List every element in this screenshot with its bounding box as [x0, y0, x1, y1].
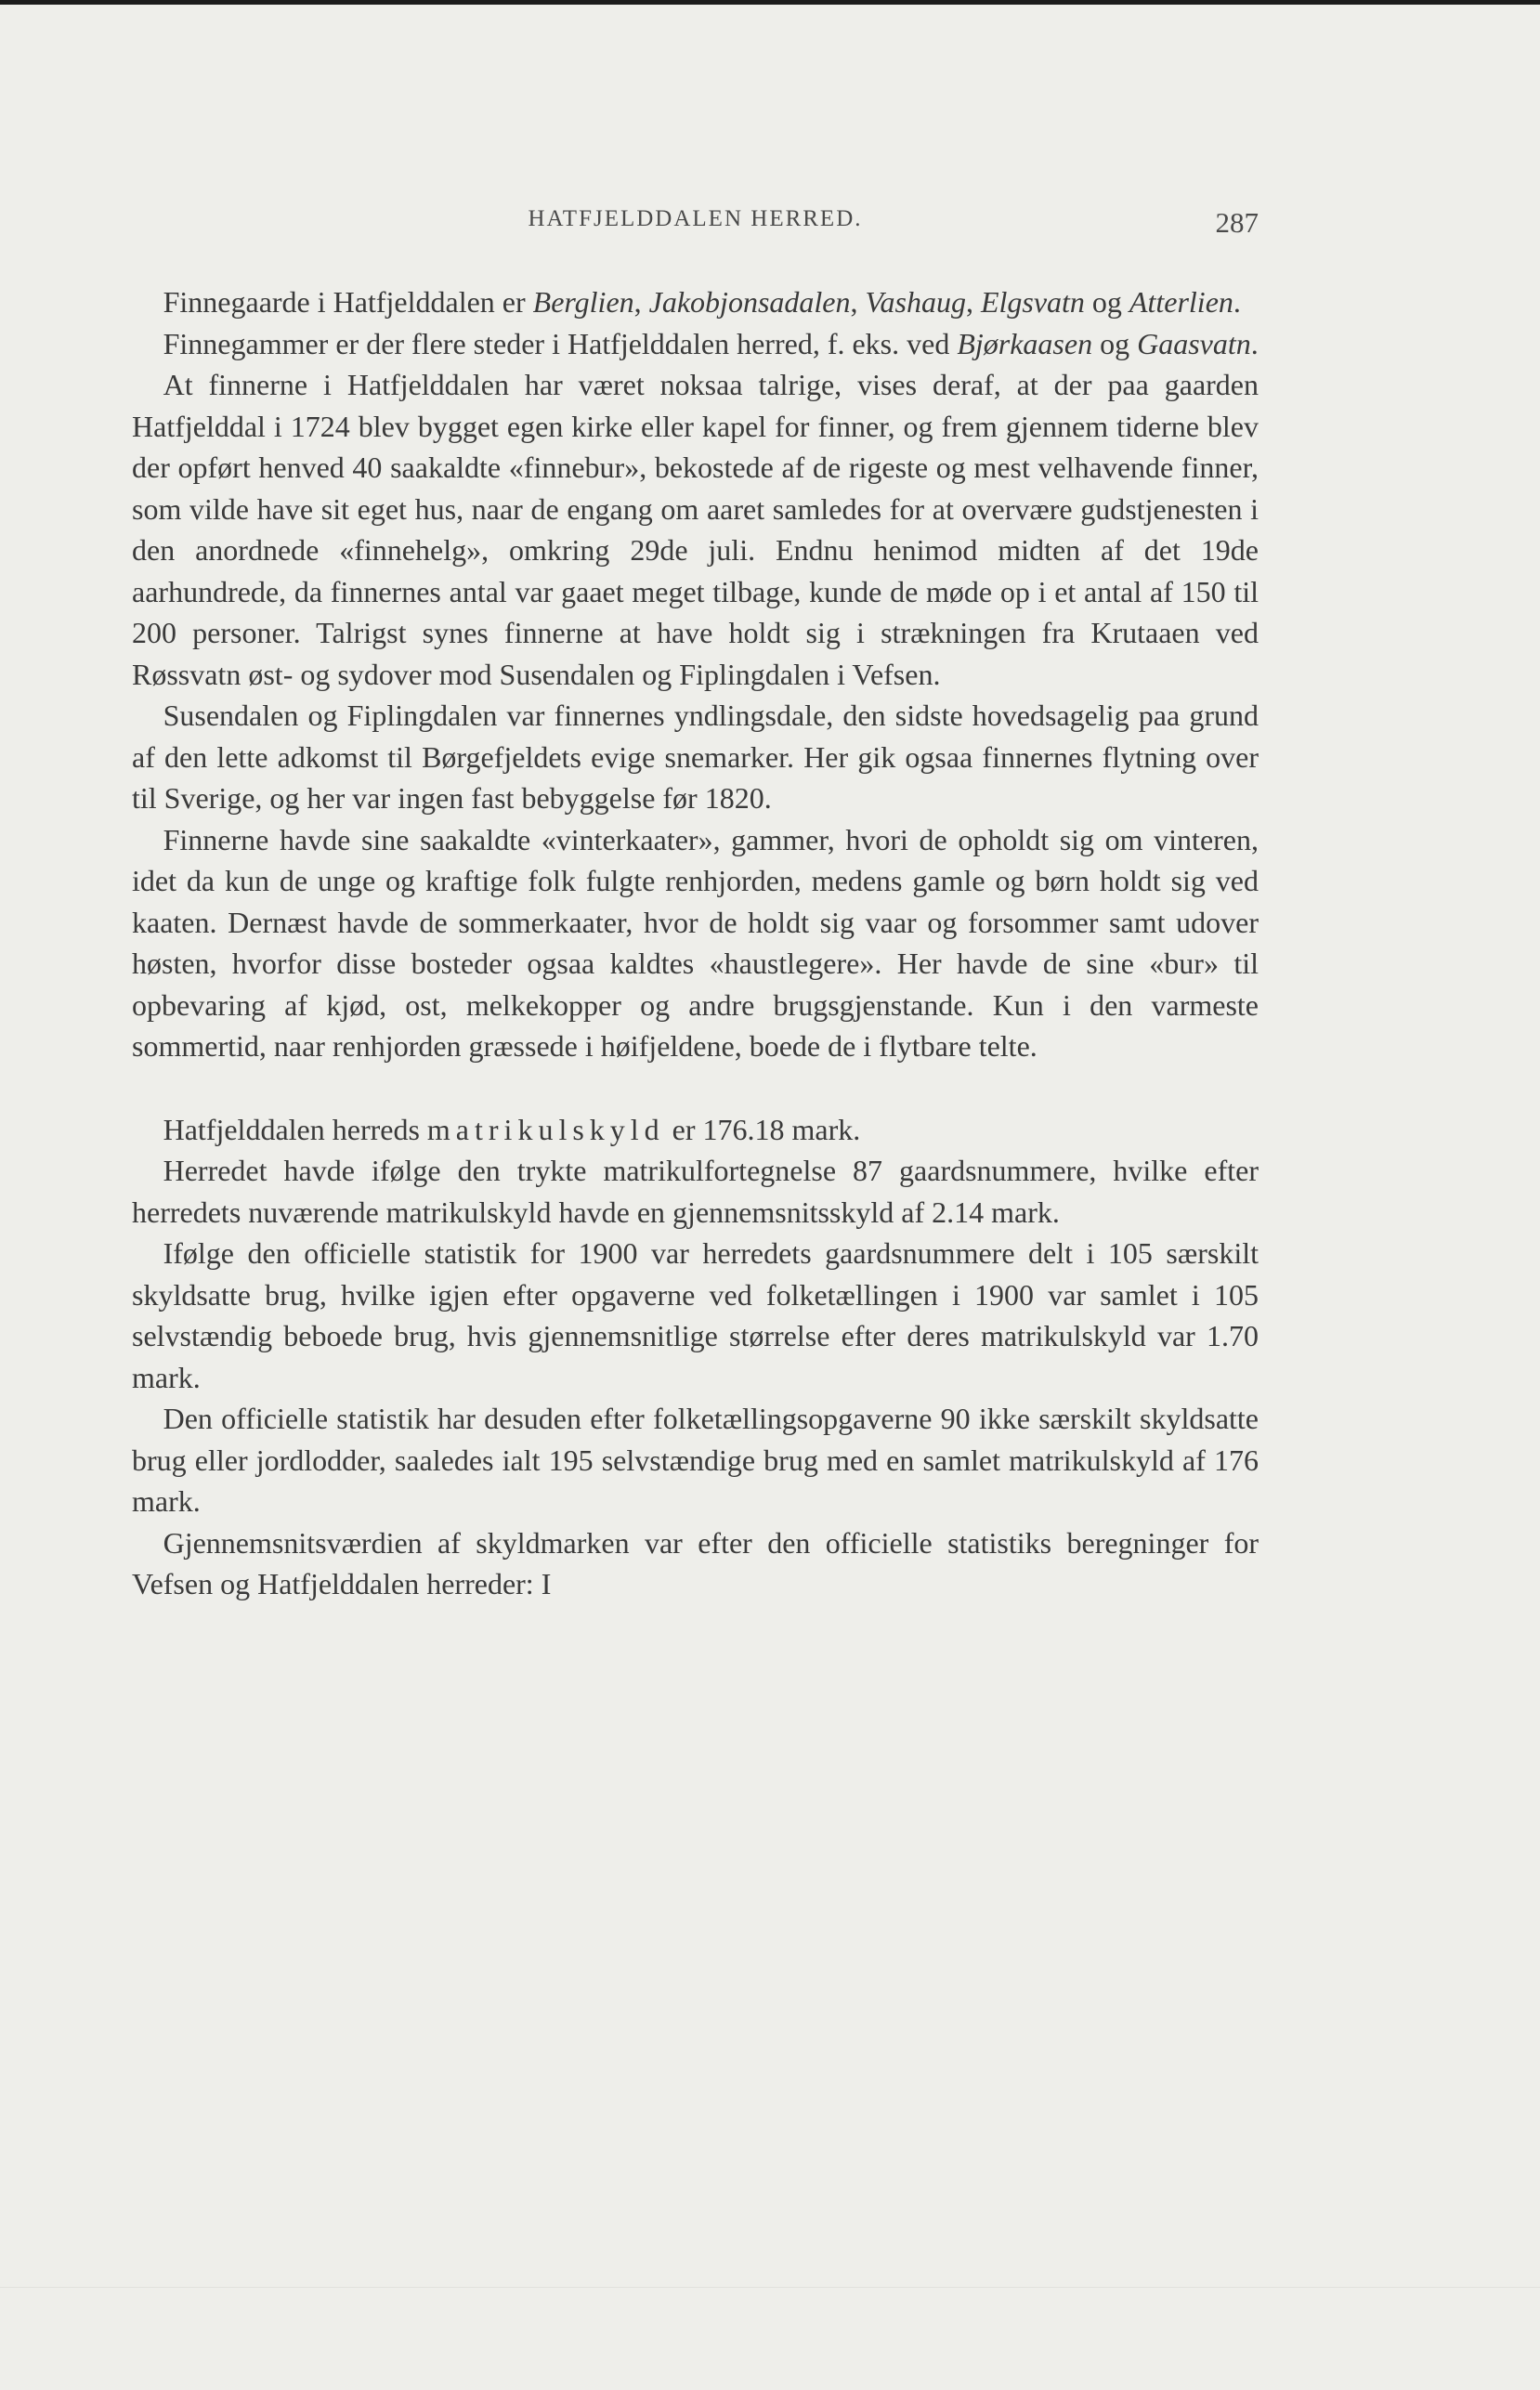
- text-run: Finnegammer er der flere steder i Hatfjelddalen herred, f. eks. ved: [163, 326, 958, 360]
- paragraph-matrikulskyld: [132, 1109, 1259, 1151]
- paragraph-finnerne-talrige: At finnerne i Hatfjelddalen har været noksaa talrige, vises deraf, at der paa gaarden Hatfjelddal i 1724 blev bygget egen kirke eller kapel for finner, og frem gjennem tiderne blev der opført henved 40 saakaldte «finnebur», bekostede af de rigeste og mest velhavende finner, som vilde have sit eget hus, naar de engang om aaret samledes for at overvære gudstjenesten i den anordnede «finnehelg», omkring 29de juli. Endnu henimod midten af det 19de aarhundrede, da finnernes antal var gaaet meget tilbage, kunde de møde op i et antal af 150 til 200 personer. Talrigst synes finnerne at have holdt sig i strækningen fra Krutaaen ved Røssvatn øst- og sydover mod Susendalen og Fiplingdalen i Vefsen.: [132, 368, 1259, 691]
- place-name-berglien: Berglien: [532, 285, 634, 319]
- paragraph-folketaellingsopgaverne: Den officielle statistik har desuden efter folketællingsopgaverne 90 ikke særskilt skyldsatte brug eller jordlodder, saaledes ialt 195 selvstændige brug med en samlet matrikulskyld af 176 mark.: [132, 1402, 1259, 1518]
- text-run: .: [1233, 285, 1241, 319]
- text-run: og: [1092, 326, 1138, 360]
- text-run: Hatfjelddalen herreds: [163, 1112, 427, 1146]
- place-name-atterlien: Atterlien: [1129, 285, 1233, 319]
- paragraph-statistik-1900: Ifølge den officielle statistik for 1900 var herredets gaardsnummere delt i 105 særskilt skyldsatte brug, hvilke igjen efter opgaverne ved folketællingen i 1900 var samlet i 105 selvstændig beboede brug, hvis gjennemsnitlige størrelse efter deres matrikulskyld var 1.70 mark.: [132, 1236, 1259, 1394]
- place-name-jakobjonsadalen: Jakobjonsadalen: [648, 285, 851, 319]
- page-number: 287: [1215, 206, 1259, 239]
- text-run: ,: [633, 285, 649, 319]
- scan-top-edge: [0, 0, 1540, 5]
- page-header: [132, 206, 1259, 247]
- text-run: og: [1084, 285, 1129, 319]
- text-run: .: [1250, 326, 1259, 360]
- place-name-gaasvatn: Gaasvatn: [1137, 326, 1251, 360]
- paragraph-matrikulfortegnelse: Herredet havde ifølge den trykte matrikulfortegnelse 87 gaardsnummere, hvilke efter herredets nuværende matrikulskyld havde en gjennemsnitsskyld af 2.14 mark.: [132, 1154, 1259, 1229]
- text-run: Finnegaarde i Hatfjelddalen er: [163, 285, 533, 319]
- paragraph-finnegaarde: [132, 281, 1259, 323]
- running-title: HATFJELDDALEN HERRED.: [528, 206, 863, 231]
- scan-bottom-band: [0, 2287, 1540, 2288]
- place-name-bjorkaasen: Bjørkaasen: [957, 326, 1093, 360]
- text-run: er 176.18 mark.: [664, 1112, 861, 1146]
- paragraph-gjennemsnitsvaerdien: Gjennemsnitsværdien af skyldmarken var efter den officielle statistiks beregninger for Vefsen og Hatfjelddalen herreder: I: [132, 1525, 1259, 1600]
- body-text: [132, 281, 1259, 1605]
- place-name-elgsvatn: Elgsvatn: [980, 285, 1085, 319]
- paragraph-finnegammer: [132, 323, 1259, 365]
- place-name-vashaug: Vashaug: [865, 285, 966, 319]
- paragraph-vinterkaater: Finnerne havde sine saakaldte «vinterkaater», gammer, hvori de opholdt sig om vinteren, idet da kun de unge og kraftige folk fulgte renhjorden, medens gamle og børn holdt sig ved kaaten. Dernæst havde de sommerkaater, hvor de holdt sig vaar og forsommer samt udover høsten, hvorfor disse bosteder ogsaa kaldtes «haustlegere». Her havde de sine «bur» til opbevaring af kjød, ost, melkekopper og andre brugsgjenstande. Kun i den varmeste sommertid, naar renhjorden græssede i høifjeldene, boede de i flytbare telte.: [132, 822, 1259, 1063]
- text-run: ,: [850, 285, 866, 319]
- paragraph-susendalen: Susendalen og Fiplingdalen var finnernes yndlingsdale, den sidste hovedsagelig paa grund af den lette adkomst til Børgefjeldets evige snemarker. Her gik ogsaa finnernes flytning over til Sverige, og her var ingen fast bebyggelse før 1820.: [132, 699, 1259, 815]
- spaced-term-matrikulskyld: matrikulskyld: [426, 1112, 665, 1146]
- text-run: ,: [965, 285, 981, 319]
